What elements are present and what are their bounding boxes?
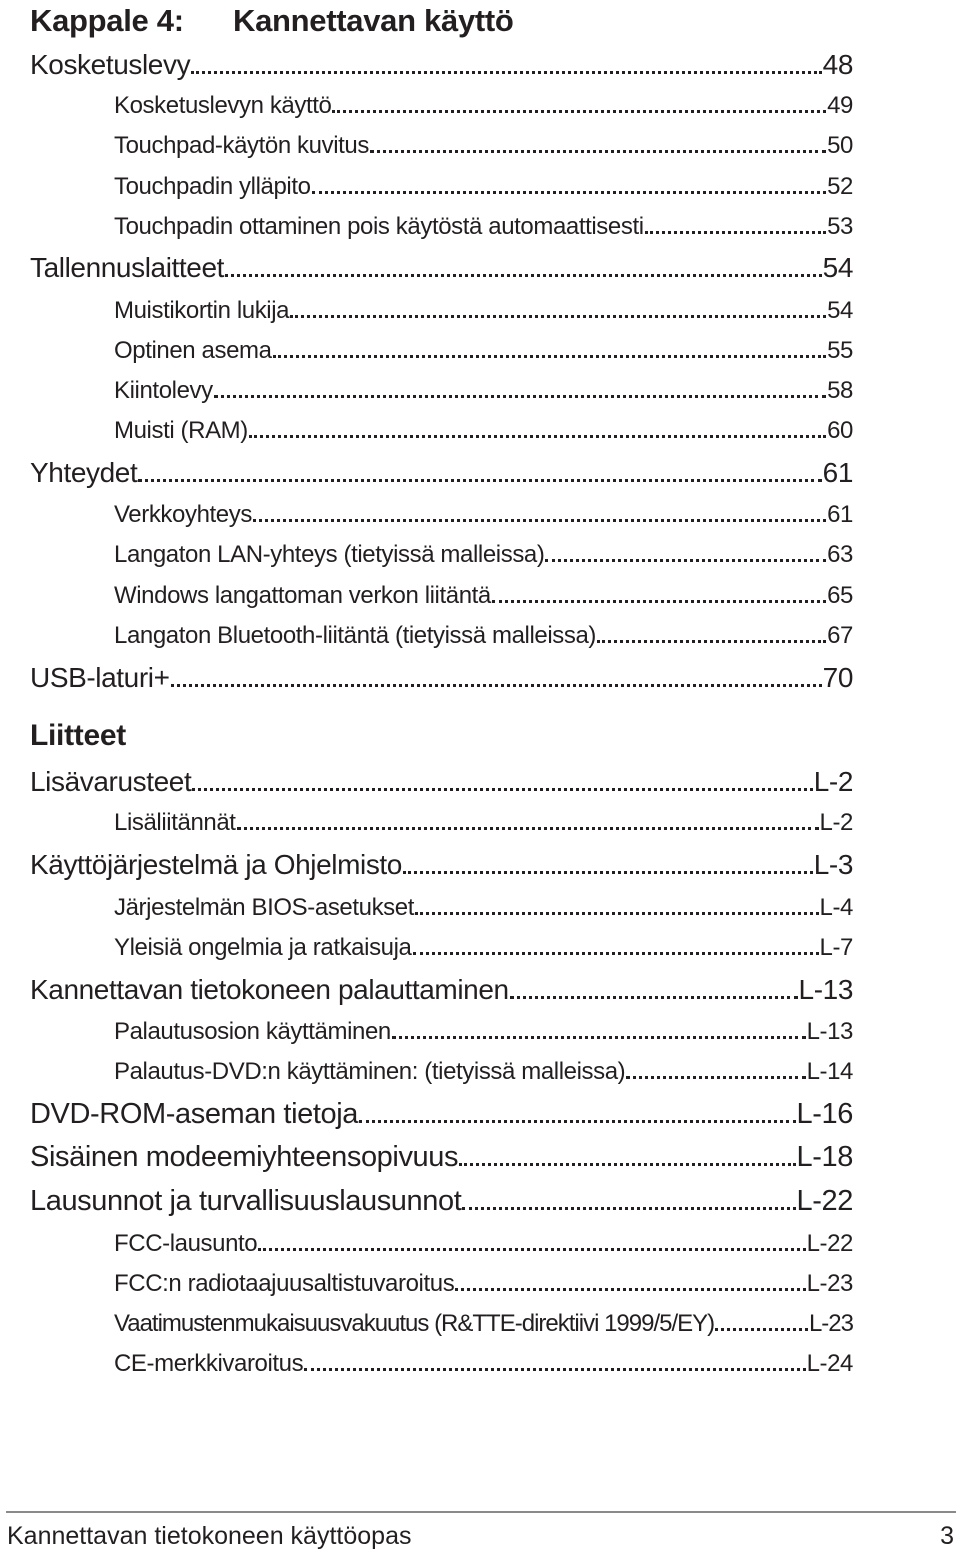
dot-leader (492, 600, 826, 603)
toc-entry-title: Vaatimustenmukaisuusvakuutus (R&TTE-direktiivi 1999/5/EY) (114, 1310, 715, 1337)
dot-leader (304, 1368, 805, 1371)
footer-page-number: 3 (940, 1522, 954, 1550)
dot-leader (191, 71, 821, 74)
dot-leader (510, 996, 798, 999)
dot-leader (312, 191, 827, 194)
toc-entry[interactable] (114, 1229, 853, 1259)
toc-entry-title: USB-laturi+ (30, 662, 170, 693)
toc-entry[interactable] (30, 456, 853, 490)
toc-entry-title: Kiintolevy (114, 377, 213, 404)
toc-entry[interactable] (114, 621, 853, 651)
toc-entry-title: Lisävarusteet (30, 766, 192, 797)
dot-leader (359, 1120, 796, 1123)
toc-entry-page: L-4 (819, 894, 853, 921)
toc-entry-page: 54 (822, 252, 853, 283)
dot-leader (225, 274, 822, 277)
dot-leader (258, 1248, 805, 1251)
dot-leader (462, 1207, 795, 1210)
dot-leader (171, 684, 822, 687)
toc-entry[interactable] (30, 661, 853, 695)
dot-leader (403, 871, 813, 874)
dot-leader (273, 355, 827, 358)
toc-entry-title: Langaton LAN-yhteys (tietyissä malleissa) (114, 541, 545, 568)
toc-entry[interactable] (114, 212, 853, 242)
dot-leader (332, 110, 826, 113)
toc-entry-title: Touchpad-käytön kuvitus (114, 132, 369, 159)
toc-entry[interactable] (114, 296, 853, 326)
dot-leader (290, 315, 826, 318)
toc-entry-title: Touchpadin ottaminen pois käytöstä automaattisesti (114, 213, 644, 240)
toc-entry-page: L-23 (808, 1310, 853, 1337)
toc-entry[interactable] (114, 893, 853, 923)
toc-entry-title: Kannettavan tietokoneen palauttaminen (30, 974, 509, 1005)
toc-entry-title: Langaton Bluetooth-liitäntä (tietyissä malleissa) (114, 622, 596, 649)
toc-entry[interactable] (114, 131, 853, 161)
toc-entry[interactable] (114, 91, 853, 121)
dot-leader (413, 952, 819, 955)
dot-leader (392, 1036, 806, 1039)
dot-leader (249, 435, 826, 438)
toc-entry-title: Touchpadin ylläpito (114, 173, 311, 200)
toc-entry-page: L-13 (806, 1018, 853, 1045)
toc-entry-page: L-3 (813, 849, 853, 880)
toc-entry-page: 48 (822, 49, 853, 80)
toc-entry-page: 63 (827, 541, 853, 568)
toc-entry[interactable] (114, 933, 853, 963)
toc-entry-page: 70 (822, 662, 853, 693)
toc-entry[interactable] (114, 808, 853, 838)
dot-leader (645, 231, 826, 234)
dot-leader (237, 827, 819, 830)
toc-entry-title: Käyttöjärjestelmä ja Ohjelmisto (30, 849, 402, 880)
dot-leader (459, 1163, 795, 1166)
chapter-number: Kappale 4: (30, 3, 184, 38)
toc-entry-title: Lausunnot ja turvallisuuslausunnot (30, 1185, 462, 1217)
toc-entry[interactable] (30, 48, 853, 82)
toc-entry[interactable] (30, 1140, 853, 1174)
toc-entry-page: L-24 (806, 1350, 853, 1377)
section-heading: Liitteet (30, 719, 126, 752)
toc-entry[interactable] (114, 1057, 853, 1087)
toc-entry[interactable] (30, 973, 853, 1007)
toc-entry[interactable] (114, 1269, 853, 1299)
toc-entry-title: FCC:n radiotaajuusaltistuvaroitus (114, 1270, 455, 1297)
toc-entry[interactable] (114, 376, 853, 406)
toc-entry-page: L-2 (813, 766, 853, 797)
toc-entry-title: Tallennuslaitteet (30, 252, 224, 283)
toc-entry-title: Sisäinen modeemiyhteensopivuus (30, 1141, 459, 1173)
dot-leader (253, 519, 826, 522)
dot-leader (370, 150, 826, 153)
toc-entry-title: Kosketuslevyn käyttö (114, 92, 332, 119)
toc-entry-page: L-2 (819, 809, 853, 836)
dot-leader (415, 912, 819, 915)
dot-leader (455, 1288, 805, 1291)
toc-entry[interactable] (30, 765, 853, 799)
toc-entry-title: Lisäliitännät (114, 809, 236, 836)
toc-entry-page: 53 (827, 213, 853, 240)
toc-entry[interactable] (114, 1309, 853, 1339)
toc-entry-title: Muisti (RAM) (114, 417, 248, 444)
toc-entry-page: L-22 (806, 1230, 853, 1257)
footer-title: Kannettavan tietokoneen käyttöopas (7, 1522, 412, 1550)
toc-entry[interactable] (114, 172, 853, 202)
toc-entry-title: Yleisiä ongelmia ja ratkaisuja (114, 934, 412, 961)
toc-entry[interactable] (114, 1017, 853, 1047)
dot-leader (214, 395, 826, 398)
toc-entry[interactable] (114, 416, 853, 446)
toc-entry-page: 58 (827, 377, 853, 404)
toc-entry[interactable] (30, 1097, 853, 1131)
toc-entry-title: Palautus-DVD:n käyttäminen: (tietyissä malleissa) (114, 1058, 626, 1085)
toc-entry-page: L-18 (796, 1141, 853, 1173)
chapter-heading (30, 2, 514, 40)
toc-entry-page: 61 (827, 501, 853, 528)
dot-leader (545, 559, 826, 562)
toc-entry[interactable] (30, 848, 853, 882)
footer-divider (6, 1511, 956, 1513)
toc-entry[interactable] (30, 251, 853, 285)
toc-entry-page: 54 (827, 297, 853, 324)
toc-entry-title: Yhteydet (30, 457, 138, 488)
toc-entry-title: Järjestelmän BIOS-asetukset (114, 894, 414, 921)
toc-entry[interactable] (114, 581, 853, 611)
toc-entry-title: Kosketuslevy (30, 49, 191, 80)
toc-entry-page: L-16 (796, 1098, 853, 1130)
toc-entry-title: DVD-ROM-aseman tietoja (30, 1098, 359, 1130)
toc-entry-page: 60 (827, 417, 853, 444)
toc-entry-page: 67 (827, 622, 853, 649)
toc-entry-page: 49 (827, 92, 853, 119)
dot-leader (715, 1328, 808, 1331)
toc-entry-page: L-14 (806, 1058, 853, 1085)
toc-entry-page: L-22 (796, 1185, 853, 1217)
toc-entry-page: 52 (827, 173, 853, 200)
toc-entry-title: FCC-lausunto (114, 1230, 258, 1257)
chapter-title: Kannettavan käyttö (233, 3, 514, 38)
dot-leader (626, 1076, 805, 1079)
toc-entry-page: L-23 (806, 1270, 853, 1297)
toc-entry-title: Muistikortin lukija (114, 297, 290, 324)
toc-entry-page: 55 (827, 337, 853, 364)
toc-entry-page: 61 (822, 457, 853, 488)
toc-entry-page: 50 (827, 132, 853, 159)
toc-entry-title: Verkkoyhteys (114, 501, 252, 528)
toc-entry-page: 65 (827, 582, 853, 609)
toc-entry-title: Optinen asema (114, 337, 272, 364)
dot-leader (138, 479, 821, 482)
toc-entry-page: L-7 (819, 934, 853, 961)
toc-entry[interactable] (30, 1184, 853, 1218)
toc-entry[interactable] (114, 1349, 853, 1379)
toc-entry[interactable] (114, 500, 853, 530)
toc-entry-title: Windows langattoman verkon liitäntä (114, 582, 491, 609)
toc-entry-title: CE-merkkivaroitus (114, 1350, 304, 1377)
dot-leader (597, 640, 826, 643)
toc-entry-title: Palautusosion käyttäminen (114, 1018, 391, 1045)
toc-entry[interactable] (114, 540, 853, 570)
toc-entry[interactable] (114, 336, 853, 366)
dot-leader (192, 788, 812, 791)
toc-entry-page: L-13 (798, 974, 853, 1005)
